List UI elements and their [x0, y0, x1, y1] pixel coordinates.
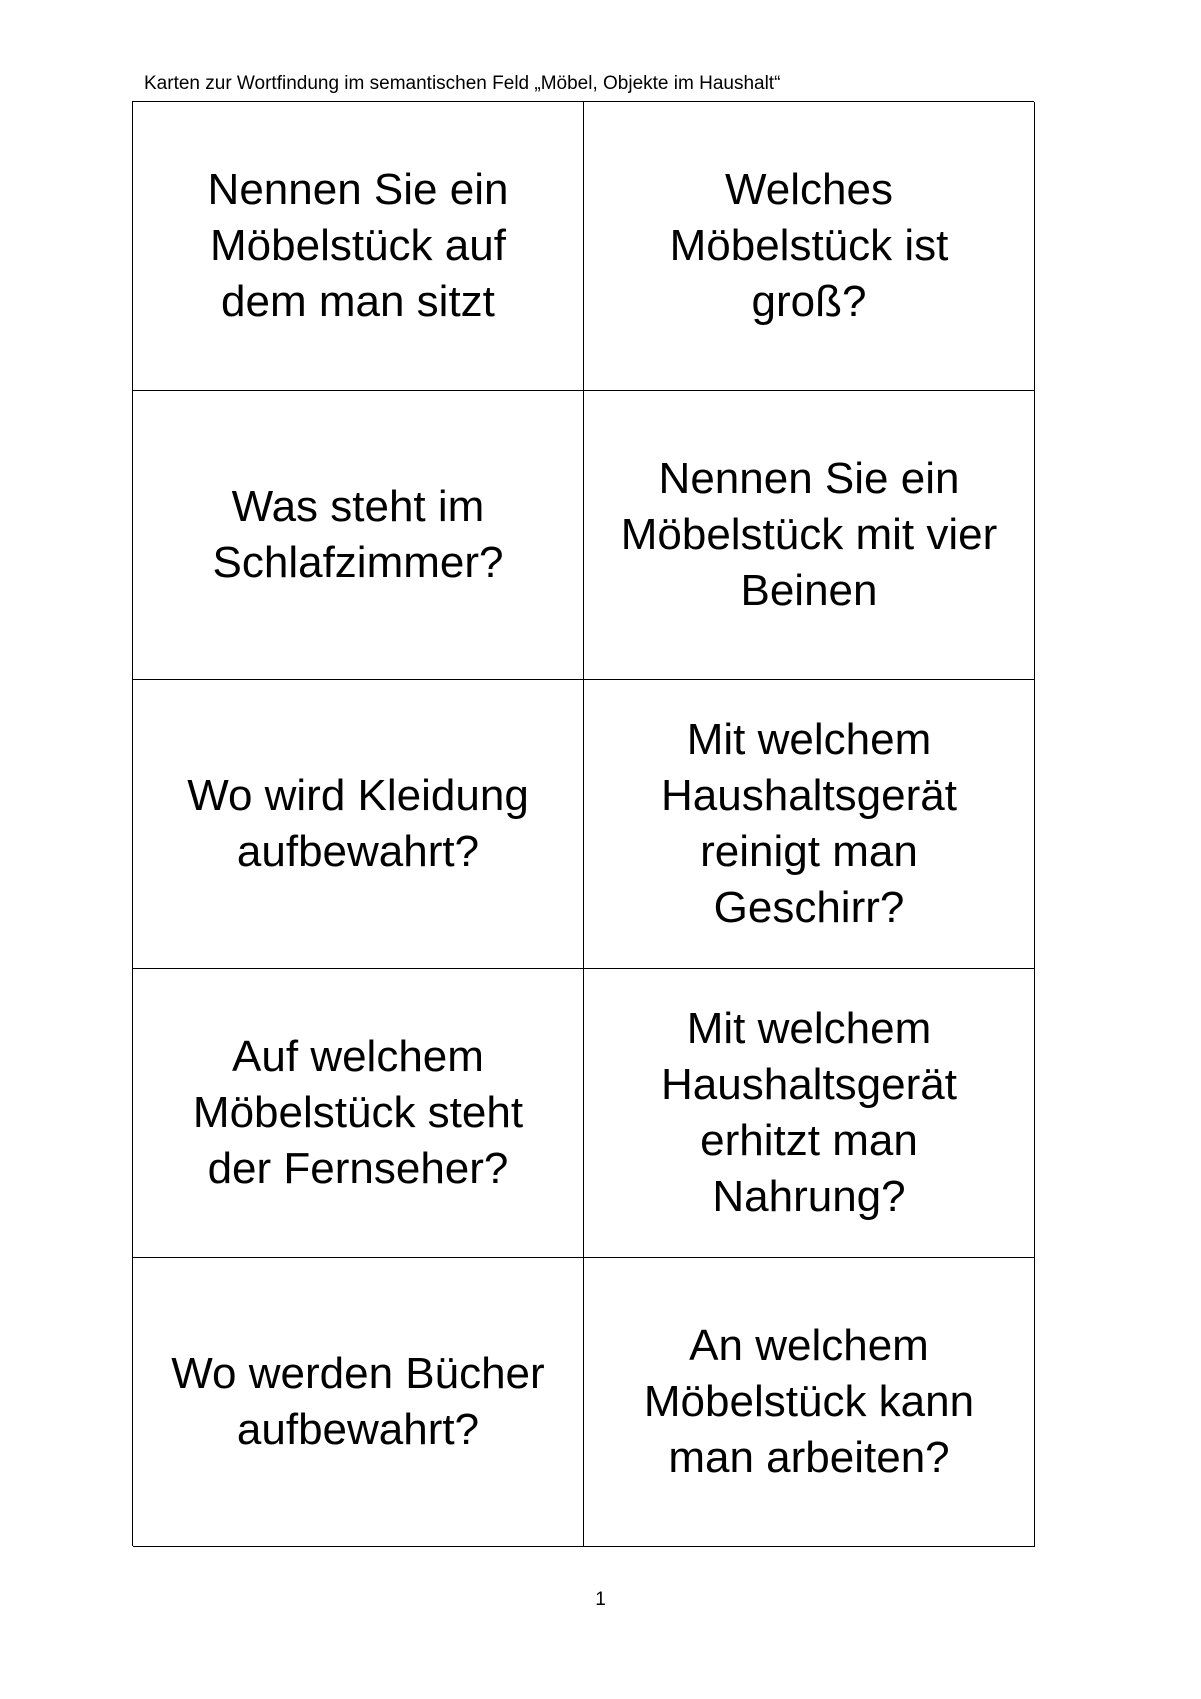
card-buecher — [133, 1258, 584, 1547]
card-text: Welches Möbelstück ist groß? — [669, 165, 949, 326]
card-vier-beine — [584, 391, 1035, 680]
card-kleidung — [133, 680, 584, 969]
page-number: 1 — [595, 1589, 606, 1610]
card-text: Nennen Sie ein Möbelstück mit vier Beinen — [620, 454, 998, 615]
card-text: An welchem Möbelstück kann man arbeiten? — [643, 1321, 975, 1482]
card-grid — [132, 101, 1034, 1546]
card-gross — [584, 102, 1035, 391]
card-text: Mit welchem Haushaltsgerät erhitzt man Nahrung? — [661, 1004, 957, 1221]
card-sitzen — [133, 102, 584, 391]
card-fernseher — [133, 969, 584, 1258]
card-text: Wo werden Bücher aufbewahrt? — [171, 1349, 545, 1454]
card-geschirr — [584, 680, 1035, 969]
card-text: Was steht im Schlafzimmer? — [212, 482, 504, 587]
card-text: Mit welchem Haushaltsgerät reinigt man Geschirr? — [661, 715, 957, 932]
card-text: Wo wird Kleidung aufbewahrt? — [187, 771, 529, 876]
card-text: Nennen Sie ein Möbelstück auf dem man sitzt — [207, 165, 509, 326]
page-header: Karten zur Wortfindung im semantischen Feld „Möbel, Objekte im Haushalt“ — [144, 73, 781, 94]
card-arbeiten — [584, 1258, 1035, 1547]
card-schlafzimmer — [133, 391, 584, 680]
card-text: Auf welchem Möbelstück steht der Fernseher? — [192, 1032, 524, 1193]
card-nahrung — [584, 969, 1035, 1258]
